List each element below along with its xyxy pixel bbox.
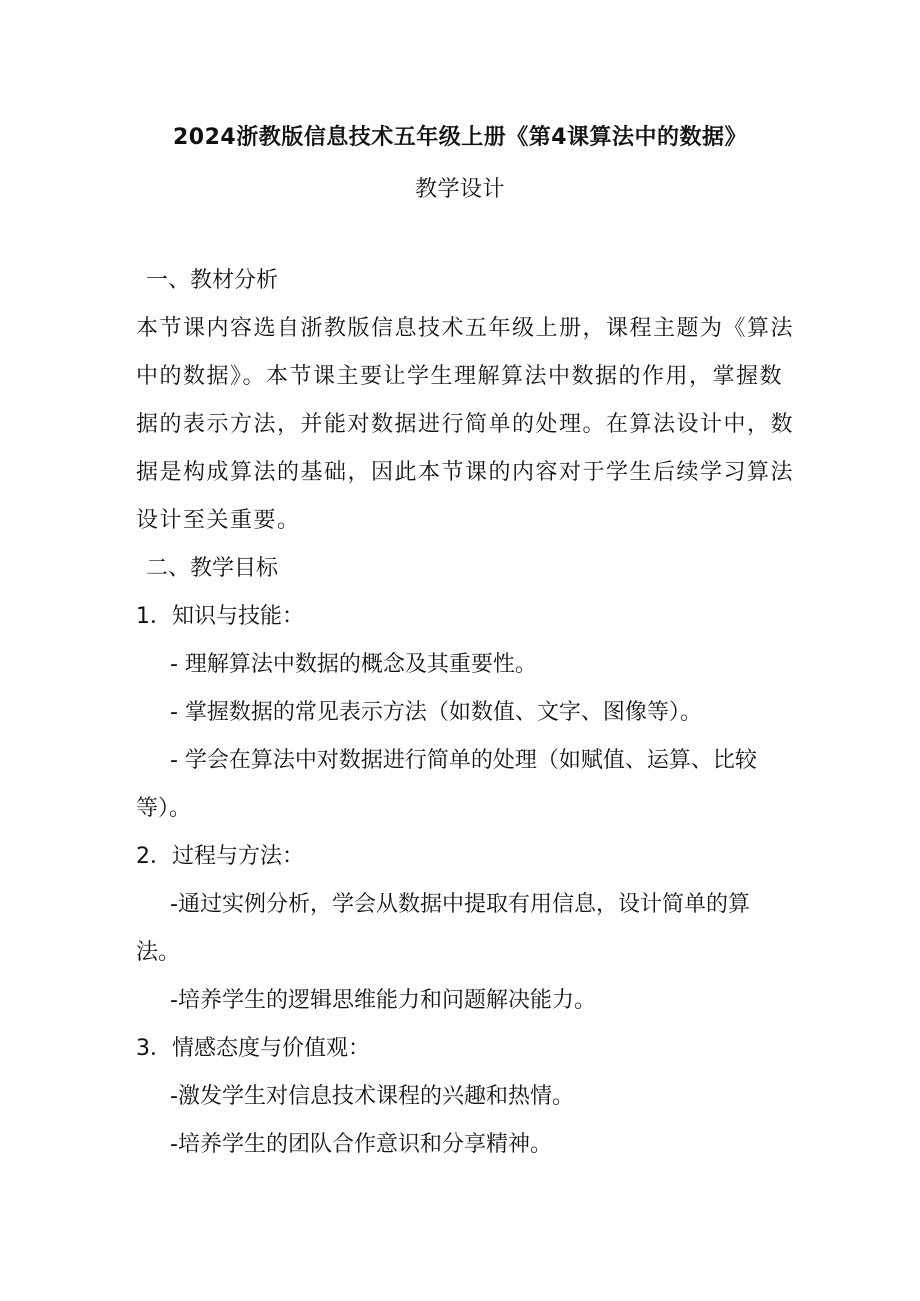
goal-item: - 掌握数据的常见表示方法（如数值、文字、图像等）。 — [170, 700, 702, 725]
goal-label-knowledge-skills: 1．知识与技能： — [136, 604, 304, 629]
goal-item-continuation: 等）。 — [136, 796, 192, 821]
paragraph-line: 据的表示方法，并能对数据进行简单的处理。在算法设计中，数 — [136, 412, 795, 437]
goal-item-continuation: 法。 — [136, 940, 181, 965]
goal-item: -培养学生的逻辑思维能力和问题解决能力。 — [170, 988, 596, 1013]
document-subtitle: 教学设计 — [414, 177, 505, 202]
goal-item: -通过实例分析，学会从数据中提取有用信息，设计简单的算 — [170, 892, 750, 917]
section-heading-textbook-analysis: 一、教材分析 — [146, 268, 279, 293]
paragraph-line: 中的数据》。本节课主要让学生理解算法中数据的作用，掌握数 — [136, 364, 784, 389]
goal-item: - 学会在算法中对数据进行简单的处理（如赋值、运算、比较 — [170, 748, 757, 773]
paragraph-line: 本节课内容选自浙教版信息技术五年级上册，课程主题为《算法 — [136, 316, 795, 341]
document-title: 2024浙教版信息技术五年级上册《第4课算法中的数据》 — [172, 125, 748, 150]
goal-item: -培养学生的团队合作意识和分享精神。 — [170, 1132, 552, 1157]
paragraph-line: 设计至关重要。 — [136, 508, 301, 533]
section-heading-teaching-goals: 二、教学目标 — [146, 556, 279, 581]
goal-item: -激发学生对信息技术课程的兴趣和热情。 — [170, 1084, 574, 1109]
goal-item: - 理解算法中数据的概念及其重要性。 — [170, 652, 537, 677]
paragraph-line: 据是构成算法的基础，因此本节课的内容对于学生后续学习算法 — [136, 460, 795, 485]
goal-label-process-methods: 2．过程与方法： — [136, 844, 304, 869]
goal-label-attitudes-values: 3．情感态度与价值观： — [136, 1036, 370, 1061]
